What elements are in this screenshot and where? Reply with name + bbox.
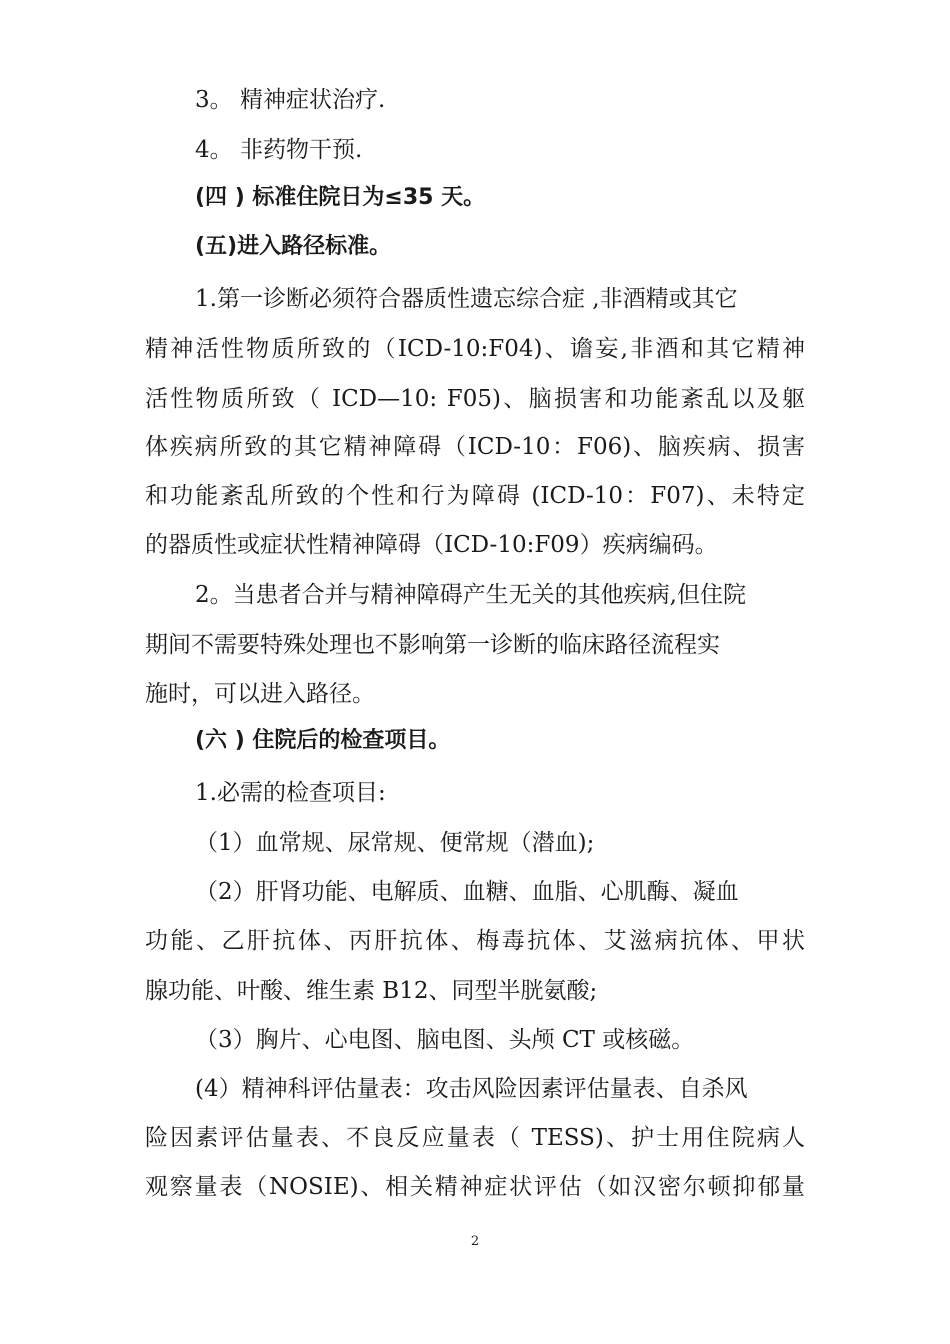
text-line: 期间不需要特殊处理也不影响第一诊断的临床路径流程实: [145, 632, 720, 658]
text-line: 和功能紊乱所致的个性和行为障碍 (ICD-10：F07)、未特定: [145, 483, 805, 509]
text-line: 活性物质所致（ ICD—10: F05)、脑损害和功能紊乱以及躯: [145, 386, 805, 412]
text-line: 的器质性或症状性精神障碍（ICD-10:F09）疾病编码。: [145, 532, 718, 558]
section-heading: (四 ) 标准住院日为≤35 天。: [195, 185, 486, 210]
section-heading: (五)进入路径标准。: [195, 234, 392, 259]
text-line: （2）肝肾功能、电解质、血糖、血脂、心肌酶、凝血: [195, 879, 739, 905]
text-line: 3。 精神症状治疗.: [195, 87, 386, 113]
text-line: 观察量表（NOSIE)、相关精神症状评估（如汉密尔顿抑郁量: [145, 1174, 805, 1200]
page-number: 2: [470, 1234, 480, 1249]
text-line: 1.第一诊断必须符合器质性遗忘综合症 ,非酒精或其它: [195, 286, 738, 312]
text-line: 体疾病所致的其它精神障碍（ICD-10：F06)、脑疾病、损害: [145, 434, 805, 460]
text-line: 险因素评估量表、不良反应量表（ TESS)、护士用住院病人: [145, 1125, 805, 1151]
text-line: 精神活性物质所致的（ICD-10:F04)、谵妄,非酒和其它精神: [145, 336, 805, 362]
section-heading: (六 ) 住院后的检查项目。: [195, 728, 451, 753]
text-line: 1.必需的检查项目:: [195, 780, 386, 806]
text-line: （3）胸片、心电图、脑电图、头颅 CT 或核磁。: [195, 1027, 695, 1053]
text-line: （1）血常规、尿常规、便常规（潜血);: [195, 830, 595, 856]
text-line: (4）精神科评估量表：攻击风险因素评估量表、自杀风: [195, 1076, 748, 1102]
text-line: 功能、乙肝抗体、丙肝抗体、梅毒抗体、艾滋病抗体、甲状: [145, 928, 805, 954]
text-line: 腺功能、叶酸、维生素 B12、同型半胱氨酸;: [145, 978, 598, 1004]
text-line: 4。 非药物干预.: [195, 137, 363, 163]
text-line: 2。当患者合并与精神障碍产生无关的其他疾病,但住院: [195, 582, 746, 608]
text-line: 施时，可以进入路径。: [145, 681, 375, 707]
